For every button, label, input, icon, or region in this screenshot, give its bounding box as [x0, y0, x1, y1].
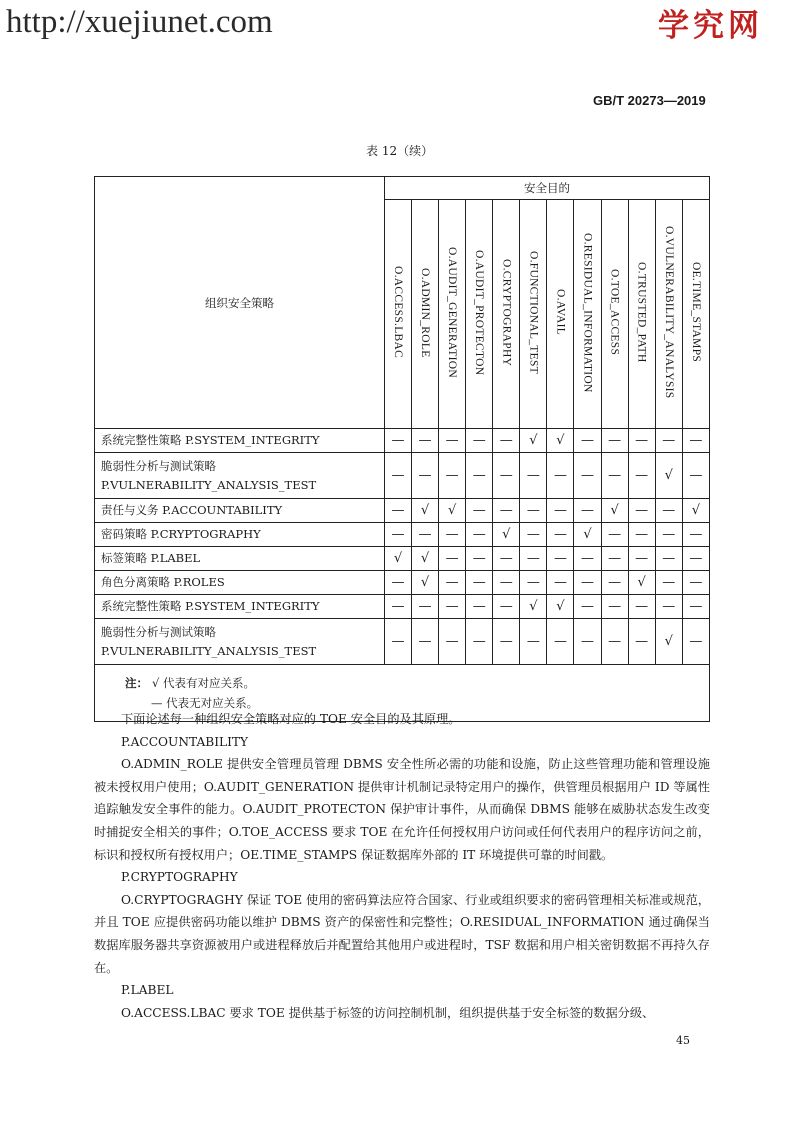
relation-mark: — — [412, 619, 439, 665]
objective-name: O.VULNERABILITY_ANALYSIS — [662, 226, 675, 399]
policy-label: 脆弱性分析与测试策略 P.VULNERABILITY_ANALYSIS_TEST — [95, 619, 385, 665]
relation-mark: √ — [493, 523, 520, 547]
accountability-paragraph: O.ADMIN_ROLE 提供安全管理员管理 DBMS 安全性所必需的功能和设施，防止这些管理功能和管理设施被未授权用户使用；O.AUDIT_GENERATION 提供审计机制记录特定用户的操作，供管理员根据用户 ID 等属性追踪触发安全事件的能力。O.AUDIT_PROTECTON 保护审计事件，从而确保 DBMS 能够在威胁状态发生改变时捕捉安全相关的事件；O.TOE_ACCESS 要求 TOE 在允许任何授权用户访问或任何代表用户的程序访问之前，标识和授权所有授权用户；OE.TIME_STAMPS 保证数据库外部的 IT 环境提供可靠的时间戳。 — [94, 757, 710, 862]
objective-name: O.ADMIN_ROLE — [419, 267, 432, 358]
relation-mark: — — [601, 571, 628, 595]
relation-mark: — — [655, 547, 682, 571]
relation-mark: — — [601, 453, 628, 499]
note-key: 注： — [125, 676, 148, 690]
relation-mark: — — [493, 547, 520, 571]
objective-name: O.CRYPTOGRAPHY — [500, 258, 513, 367]
relation-mark: — — [547, 453, 574, 499]
relation-mark: — — [384, 429, 411, 453]
relation-mark: — — [574, 619, 601, 665]
relation-mark: — — [628, 619, 655, 665]
relation-mark: — — [682, 595, 709, 619]
policy-label: 角色分离策略 P.ROLES — [95, 571, 385, 595]
table-row — [95, 523, 710, 547]
relation-mark: — — [574, 595, 601, 619]
relation-mark: — — [682, 571, 709, 595]
policy-label: 系统完整性策略 P.SYSTEM_INTEGRITY — [95, 429, 385, 453]
relation-mark: — — [520, 619, 547, 665]
relation-mark: √ — [601, 499, 628, 523]
objective-name: O.AUDIT_PROTECTON — [473, 249, 486, 376]
table-row — [95, 547, 710, 571]
policy-label: 密码策略 P.CRYPTOGRAPHY — [95, 523, 385, 547]
cryptography-paragraph: O.CRYPTOGRAGHY 保证 TOE 使用的密码算法应符合国家、行业或组织要求的密码管理相关标准或规范，并且 TOE 应提供密码功能以维护 DBMS 资产的保密性和完整性；O.RESIDUAL_INFORMATION 通过确保当数据库服务器共享资源被用户或进程释放后并配置给其他用户或进程时，TSF 数据和用户相关密钥数据不再持久存在。 — [94, 892, 710, 975]
relation-mark: — — [412, 453, 439, 499]
table-row — [95, 453, 710, 499]
relation-mark: — — [547, 547, 574, 571]
relation-mark: — — [628, 547, 655, 571]
policy-objective-table — [94, 176, 710, 722]
relation-mark: — — [466, 619, 493, 665]
table-row — [95, 571, 710, 595]
relation-mark: — — [628, 499, 655, 523]
relation-mark: — — [384, 499, 411, 523]
policy-label: 责任与义务 P.ACCOUNTABILITY — [95, 499, 385, 523]
relation-mark: — — [493, 619, 520, 665]
relation-mark: — — [384, 571, 411, 595]
policy-label: 标签策略 P.LABEL — [95, 547, 385, 571]
table-row — [95, 619, 710, 665]
relation-mark: — — [547, 571, 574, 595]
relation-mark: — — [439, 619, 466, 665]
relation-mark: — — [601, 523, 628, 547]
relation-mark: — — [384, 619, 411, 665]
relation-mark: — — [466, 523, 493, 547]
objective-header-cell — [601, 200, 628, 429]
relation-mark: √ — [412, 547, 439, 571]
table-row — [95, 429, 710, 453]
relation-mark: √ — [628, 571, 655, 595]
relation-mark: — — [466, 453, 493, 499]
relation-mark: — — [466, 429, 493, 453]
objective-name: O.FUNCTIONAL_TEST — [527, 251, 540, 374]
section-heading-cryptography: P.CRYPTOGRAPHY — [121, 870, 238, 885]
table-row — [95, 595, 710, 619]
relation-mark: — — [520, 547, 547, 571]
relation-mark: — — [628, 453, 655, 499]
objective-name: O.TRUSTED_PATH — [635, 262, 648, 363]
relation-mark: — — [601, 619, 628, 665]
relation-mark: √ — [682, 499, 709, 523]
objective-name: OE.TIME_STAMPS — [689, 262, 702, 363]
relation-mark: — — [439, 523, 466, 547]
page-number: 45 — [676, 1034, 690, 1047]
relation-mark: — — [628, 595, 655, 619]
relation-mark: — — [682, 523, 709, 547]
relation-mark: — — [655, 571, 682, 595]
relation-mark: — — [439, 453, 466, 499]
relation-mark: — — [493, 499, 520, 523]
objective-name: O.TOE_ACCESS — [608, 269, 621, 356]
body-text — [94, 708, 710, 1024]
relation-mark: — — [682, 547, 709, 571]
intro-paragraph: 下面论述每一种组织安全策略对应的 TOE 安全目的及其原理。 — [121, 712, 461, 726]
relation-mark: — — [655, 499, 682, 523]
relation-mark: — — [493, 595, 520, 619]
relation-mark: — — [655, 429, 682, 453]
relation-mark: √ — [412, 571, 439, 595]
section-heading-label: P.LABEL — [121, 983, 174, 998]
relation-mark: — — [547, 523, 574, 547]
relation-mark: — — [439, 571, 466, 595]
relation-mark: √ — [520, 595, 547, 619]
section-heading-accountability: P.ACCOUNTABILITY — [121, 734, 249, 749]
relation-mark: — — [547, 499, 574, 523]
relation-mark: √ — [655, 453, 682, 499]
objective-header-cell — [628, 200, 655, 429]
objective-header-cell — [574, 200, 601, 429]
objective-header-cell — [466, 200, 493, 429]
relation-mark: — — [574, 499, 601, 523]
note-line-1: √ 代表有对应关系。 — [152, 676, 255, 690]
relation-mark: — — [682, 619, 709, 665]
relation-mark: — — [412, 523, 439, 547]
watermark-url: http://xuejiunet.com — [6, 4, 273, 40]
watermark-logo: 学究网 — [658, 8, 763, 44]
relation-mark: — — [384, 595, 411, 619]
objective-header-cell — [412, 200, 439, 429]
relation-mark: — — [628, 429, 655, 453]
relation-mark: — — [682, 429, 709, 453]
relation-mark: √ — [547, 595, 574, 619]
relation-mark: — — [466, 595, 493, 619]
relation-mark: √ — [412, 499, 439, 523]
relation-mark: — — [384, 453, 411, 499]
objectives-header: 安全目的 — [384, 177, 709, 200]
relation-mark: √ — [520, 429, 547, 453]
relation-mark: — — [384, 523, 411, 547]
relation-mark: — — [412, 429, 439, 453]
relation-mark: √ — [384, 547, 411, 571]
relation-mark: — — [628, 523, 655, 547]
relation-mark: — — [601, 595, 628, 619]
relation-mark: √ — [655, 619, 682, 665]
relation-mark: — — [547, 619, 574, 665]
relation-mark: — — [439, 547, 466, 571]
objective-header-cell — [520, 200, 547, 429]
objective-header-cell — [547, 200, 574, 429]
policy-label: 系统完整性策略 P.SYSTEM_INTEGRITY — [95, 595, 385, 619]
relation-mark: — — [466, 547, 493, 571]
policy-column-header: 组织安全策略 — [95, 177, 385, 429]
relation-mark: — — [466, 499, 493, 523]
relation-mark: — — [601, 429, 628, 453]
objective-name: O.AUDIT_GENERATION — [446, 247, 459, 378]
relation-mark: — — [574, 571, 601, 595]
relation-mark: — — [574, 547, 601, 571]
table-row — [95, 499, 710, 523]
relation-mark: — — [520, 523, 547, 547]
relation-mark: — — [466, 571, 493, 595]
objective-name: O.ACCESS.LBAC — [391, 266, 404, 359]
objective-header-cell — [682, 200, 709, 429]
relation-mark: — — [493, 571, 520, 595]
relation-mark: — — [655, 523, 682, 547]
relation-mark: — — [439, 429, 466, 453]
relation-mark: — — [520, 571, 547, 595]
table-caption: 表 12（续） — [366, 144, 434, 158]
policy-label: 脆弱性分析与测试策略 P.VULNERABILITY_ANALYSIS_TEST — [95, 453, 385, 499]
relation-mark: √ — [439, 499, 466, 523]
objective-header-cell — [384, 200, 411, 429]
label-paragraph: O.ACCESS.LBAC 要求 TOE 提供基于标签的访问控制机制，组织提供基于安全标签的数据分级、 — [121, 1005, 655, 1020]
relation-mark: √ — [547, 429, 574, 453]
relation-mark: — — [655, 595, 682, 619]
relation-mark: — — [439, 595, 466, 619]
standard-number: GB/T 20273—2019 — [593, 93, 706, 108]
table-header-row — [95, 177, 710, 200]
objective-name: O.AVAIL — [554, 289, 567, 336]
relation-mark: √ — [574, 523, 601, 547]
relation-mark: — — [520, 499, 547, 523]
relation-mark: — — [574, 429, 601, 453]
relation-mark: — — [574, 453, 601, 499]
note-line-2: — 代表无对应关系。 — [151, 696, 259, 710]
objective-header-cell — [655, 200, 682, 429]
relation-mark: — — [493, 429, 520, 453]
relation-mark: — — [682, 453, 709, 499]
relation-mark: — — [493, 453, 520, 499]
objective-header-cell — [439, 200, 466, 429]
objective-name: O.RESIDUAL_INFORMATION — [581, 232, 594, 393]
relation-mark: — — [601, 547, 628, 571]
relation-mark: — — [520, 453, 547, 499]
objective-header-cell — [493, 200, 520, 429]
relation-mark: — — [412, 595, 439, 619]
